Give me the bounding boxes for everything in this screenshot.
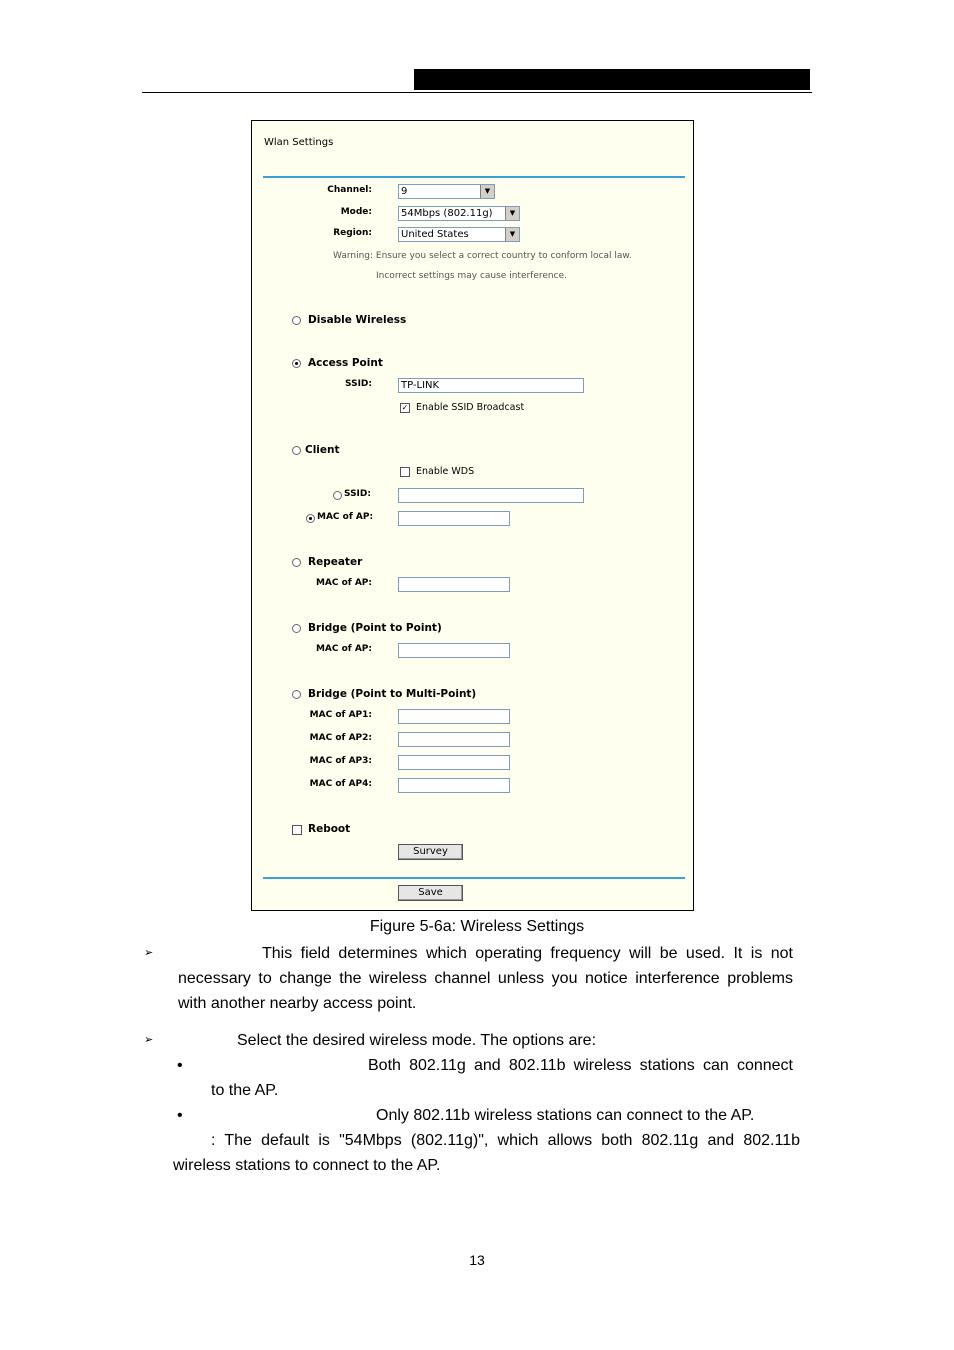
repeater-mac-label: MAC of AP: bbox=[315, 578, 372, 588]
enable-wds-label: Enable WDS bbox=[416, 466, 475, 477]
access-point-radio[interactable] bbox=[292, 359, 301, 368]
reboot-checkbox[interactable] bbox=[292, 825, 302, 835]
channel-label: Channel: bbox=[327, 185, 372, 195]
region-select[interactable]: United States ▼ bbox=[398, 227, 520, 242]
bullet2: Only 802.11b wireless stations can connect to the AP. bbox=[376, 1107, 755, 1124]
ssid-broadcast-label: Enable SSID Broadcast bbox=[416, 402, 525, 413]
reboot-label: Reboot bbox=[308, 823, 351, 835]
bullet1-line1: Both 802.11g and 802.11b wireless stations can connect bbox=[368, 1057, 793, 1074]
client-mac-input[interactable] bbox=[398, 511, 510, 526]
repeater-label: Repeater bbox=[308, 556, 363, 568]
figure-caption: Figure 5-6a: Wireless Settings bbox=[369, 918, 585, 935]
channel-desc-line2: necessary to change the wireless channel unless you notice interference problems bbox=[178, 970, 793, 987]
mac-ap3-input[interactable] bbox=[398, 755, 510, 770]
client-ssid-label: SSID: bbox=[344, 489, 371, 499]
client-mac-radio[interactable] bbox=[306, 514, 315, 523]
bridge-p2p-radio[interactable] bbox=[292, 624, 301, 633]
mac-ap2-input[interactable] bbox=[398, 732, 510, 747]
chevron-down-icon[interactable]: ▼ bbox=[505, 228, 519, 241]
note-line1: : The default is "54Mbps (802.11g)", which allows both 802.11g and 802.11b bbox=[211, 1132, 800, 1149]
repeater-radio[interactable] bbox=[292, 558, 301, 567]
region-label: Region: bbox=[333, 228, 372, 238]
panel-title: Wlan Settings bbox=[264, 137, 334, 148]
bullet-icon: • bbox=[177, 1107, 183, 1124]
disable-wireless-label: Disable Wireless bbox=[308, 314, 407, 326]
mac-ap4-label: MAC of AP4: bbox=[309, 779, 372, 789]
repeater-mac-input[interactable] bbox=[398, 577, 510, 592]
bridge-p2p-mac-label: MAC of AP: bbox=[315, 644, 372, 654]
note-line2: wireless stations to connect to the AP. bbox=[173, 1157, 441, 1174]
mode-select[interactable]: 54Mbps (802.11g) ▼ bbox=[398, 206, 520, 221]
bullet-icon: • bbox=[177, 1057, 183, 1074]
warning-text-2: Incorrect settings may cause interference. bbox=[376, 271, 567, 281]
mode-desc: Select the desired wireless mode. The options are: bbox=[237, 1032, 597, 1049]
mac-ap1-label: MAC of AP1: bbox=[309, 710, 372, 720]
chevron-down-icon[interactable]: ▼ bbox=[480, 185, 494, 198]
ssid-broadcast-checkbox[interactable]: ✓ bbox=[401, 403, 409, 412]
channel-desc-line3: with another nearby access point. bbox=[178, 995, 417, 1012]
title-divider bbox=[263, 176, 685, 178]
mac-ap4-input[interactable] bbox=[398, 778, 510, 793]
client-radio[interactable] bbox=[292, 446, 301, 455]
warning-text-1: Warning: Ensure you select a correct country to conform local law. bbox=[333, 251, 632, 261]
mac-ap1-input[interactable] bbox=[398, 709, 510, 724]
mode-label: Mode: bbox=[340, 207, 372, 217]
client-ssid-input[interactable] bbox=[398, 488, 584, 503]
save-button[interactable]: Save bbox=[398, 885, 463, 901]
client-mac-label: MAC of AP: bbox=[317, 512, 374, 522]
header-rule bbox=[142, 92, 812, 93]
bridge-p2p-label: Bridge (Point to Point) bbox=[308, 622, 442, 634]
bullet1-line2: to the AP. bbox=[211, 1082, 279, 1099]
client-ssid-radio[interactable] bbox=[333, 491, 342, 500]
footer-divider bbox=[263, 877, 685, 879]
disable-wireless-radio[interactable] bbox=[292, 316, 301, 325]
channel-desc-line1: This field determines which operating frequency will be used. It is not bbox=[262, 945, 793, 962]
arrow-bullet-icon: ➢ bbox=[144, 947, 154, 959]
access-point-label: Access Point bbox=[308, 357, 383, 369]
arrow-bullet-icon: ➢ bbox=[144, 1034, 154, 1046]
bridge-p2mp-radio[interactable] bbox=[292, 690, 301, 699]
ssid-label: SSID: bbox=[345, 379, 372, 389]
page-number: 13 bbox=[469, 1252, 485, 1268]
client-label: Client bbox=[305, 444, 340, 456]
header-bar bbox=[414, 69, 810, 90]
chevron-down-icon[interactable]: ▼ bbox=[505, 207, 519, 220]
channel-select[interactable]: 9 ▼ bbox=[398, 184, 495, 199]
wlan-settings-panel bbox=[251, 120, 694, 911]
ssid-input[interactable]: TP-LINK bbox=[398, 378, 584, 393]
bridge-p2mp-label: Bridge (Point to Multi-Point) bbox=[308, 688, 477, 700]
mac-ap3-label: MAC of AP3: bbox=[309, 756, 372, 766]
mac-ap2-label: MAC of AP2: bbox=[309, 733, 372, 743]
enable-wds-checkbox[interactable] bbox=[400, 467, 410, 477]
survey-button[interactable]: Survey bbox=[398, 844, 463, 860]
bridge-p2p-mac-input[interactable] bbox=[398, 643, 510, 658]
